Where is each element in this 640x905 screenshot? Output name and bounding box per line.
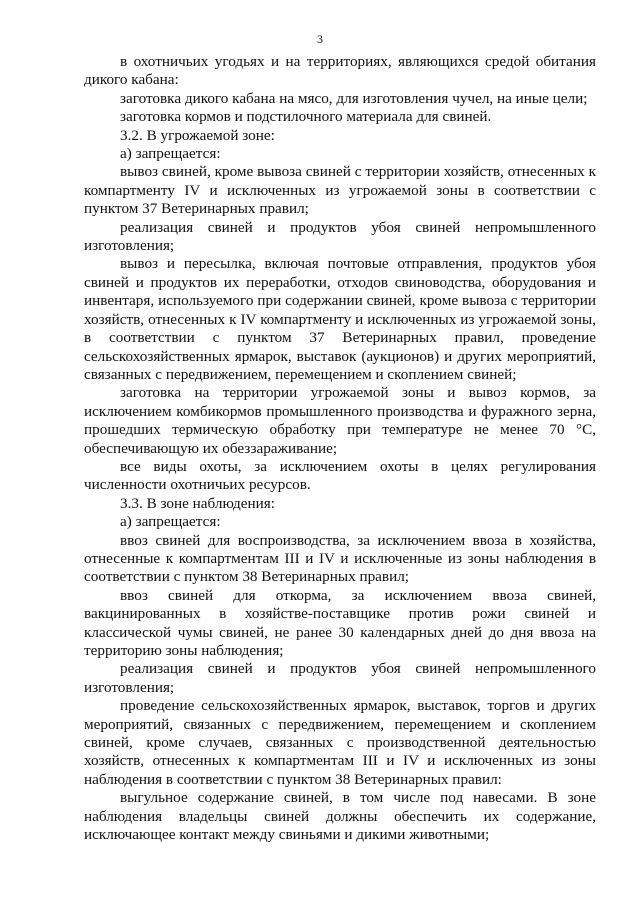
paragraph-sale-pigs-2: реализация свиней и продуктов убоя свиней непромышленного изготовления;	[84, 660, 596, 696]
paragraph-boar-harvest: заготовка дикого кабана на мясо, для изготовления чучел, на иные цели;	[120, 89, 588, 107]
page-number: 3	[317, 32, 323, 46]
paragraph-hunting-grounds: в охотничьих угодьях и на территориях, являющихся средой обитания дикого кабана:	[84, 53, 596, 89]
paragraph-pig-export: вывоз свиней, кроме вывоза свиней с территории хозяйств, отнесенных к компартменту IV и исключенных из угрожаемой зоны в соответствии с пунктом 37 Ветеринарных правил;	[84, 163, 596, 218]
document-body	[84, 53, 596, 844]
paragraph-fattening-import: ввоз свиней для откорма, за исключением ввоза свиней, вакцинированных в хозяйстве-поставщике против рожи свиней и классической чумы свиней, не ранее 30 календарных дней до дня ввоза на территорию зоны наблюдения;	[84, 586, 596, 659]
paragraph-sale-pigs: реализация свиней и продуктов убоя свиней непромышленного изготовления;	[84, 218, 596, 255]
paragraph-free-range: выгульное содержание свиней, в том числе под навесами. В зоне наблюдения владельцы свиней должны обеспечить их содержание, исключающее контакт между свиньями и дикими животными;	[84, 789, 596, 844]
section-heading-3-3: 3.3. В зоне наблюдения:	[120, 494, 275, 512]
paragraph-breeding-import: ввоз свиней для воспроизводства, за исключением ввоза в хозяйства, отнесенные к компартментам III и IV и исключенные из зоны наблюдения в соответствии с пунктом 38 Ветеринарных правил;	[84, 531, 596, 586]
paragraph-feed-export: заготовка на территории угрожаемой зоны и вывоз кормов, за исключением комбикормов промышленного производства и фуражного зерна, прошедших термическую обработку при температуре не менее 70 °С, обеспечивающую их обеззараживание;	[84, 384, 596, 457]
paragraph-hunting: все виды охоты, за исключением охоты в целях регулирования численности охотничьих ресурсов.	[84, 457, 596, 494]
section-heading-3-2: 3.2. В угрожаемой зоне:	[120, 126, 275, 144]
paragraph-fairs: проведение сельскохозяйственных ярмарок, выставок, торгов и других мероприятий, связанных с передвижением, перемещением и скоплением свиней, кроме случаев, связанных с производственной деятельностью хозяйств, отнесенных к компартментам III и IV и исключенных из зоны наблюдения в соответствии с пунктом 38 Ветеринарных правил:	[84, 697, 596, 788]
subheading-prohibited: а) запрещается:	[120, 145, 221, 163]
subheading-prohibited-2: а) запрещается:	[120, 513, 221, 531]
paragraph-export-products: вывоз и пересылка, включая почтовые отправления, продуктов убоя свиней и продуктов их переработки, отходов свиноводства, оборудования и инвентаря, используемого при содержании свиней, кроме вывоза с территории хозяйств, отнесенных к IV компартменту и исключенных из угрожаемой зоны, в соответствии с пунктом 37 Ветеринарных правил, проведение сельскохозяйственных ярмарок, выставок (аукционов) и других мероприятий, связанных с передвижением, перемещением и скоплением свиней;	[84, 255, 596, 383]
paragraph-feed-harvest: заготовка кормов и подстилочного материала для свиней.	[120, 108, 492, 126]
